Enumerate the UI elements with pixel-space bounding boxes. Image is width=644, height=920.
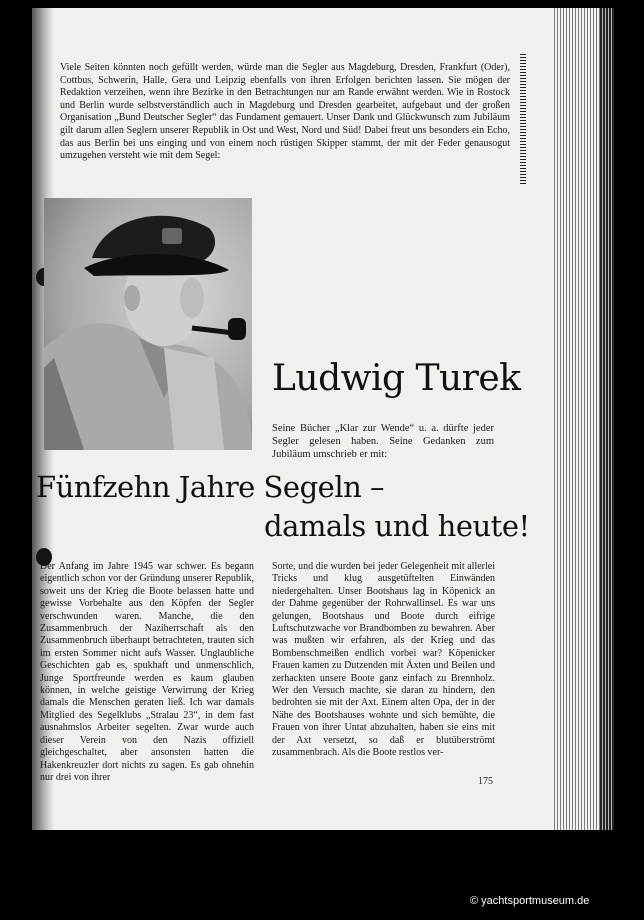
portrait-illustration	[44, 198, 252, 450]
portrait-photo	[44, 198, 252, 450]
author-name: Ludwig Turek	[272, 358, 521, 399]
article-column-right: Sorte, und die wurden bei jeder Gelegenheit mit allerlei Tricks und klug ausgetüftelten Einwänden niedergehalten. Unser Bootshaus lag in Köpenick an der Dahme gegenüber der Rohrwallinsel. Es war uns gelungen, Bootshaus und Boote durch eifrige Luftschutzwache vor Brandbomben zu bewahren. Aber was mußten wir erfahren, als der Krieg und das Bombenschmeißen endlich vorbei war? Köpenicker Frauen kamen zu Dutzenden mit Äxten und Beilen und zerhackten unsere Boote ganz einfach zu Brennholz. Wer den Versuch machte, sie daran zu hindern, den bedrohten sie mit der Axt. Einem alten Opa, der in der Nähe des Bootshauses wohnte und sich bemühte, die Frauen von ihrer Untat abzuhalten, haben sie eins mit der Axt versetzt, so daß er blutüberströmt zusammenbrach. Als die Boote restlos ver-	[272, 561, 495, 759]
article-column-left: Der Anfang im Jahre 1945 war schwer. Es begann eigentlich schon vor der Gründung unserer Republik, soweit uns der Krieg die Boote belassen hatte und gewisse Vorbehalte aus den Köpfen der Segler verschwunden waren. Manche, die den Zusammenbruch der Naziherrschaft als den Zusammenbruch überhaupt betrachteten, trauten sich im ersten Sommer nicht aufs Wasser. Unglaubliche Geschichten gab es, spukhaft und unmenschlich, Junge Sportfreunde werden es kaum glauben können, in welche geistige Verwirrung der Krieg damals die Menschen geraten ließ. Ich war damals Mitglied des Segelklubs „Stralau 23“, in dem fast ausnahmslos Arbeiter segelten. Zwar wurde auch dieser Verein von den Nazis offiziell gleichgeschaltet, aber ansonsten hatten die Hakenkreuzler dort nichts zu sagen. Es gab ohnehin nur drei von ihrer	[40, 561, 254, 781]
page-number: 175	[478, 776, 493, 787]
author-lede: Seine Bücher „Klar zur Wende“ u. a. dürfte jeder Segler gelesen haben. Seine Gedanken zum Jubiläum umschrieb er mit:	[272, 422, 494, 460]
copyright-watermark: © yachtsportmuseum.de	[470, 895, 590, 907]
page-stack-dark-edge	[600, 8, 614, 830]
article-title-line2: damals und heute!	[264, 509, 530, 543]
book-page	[32, 8, 552, 830]
intro-paragraph: Viele Seiten könnten noch gefüllt werden, würde man die Segler aus Magdeburg, Dresden, Frankfurt (Oder), Cottbus, Schwerin, Halle, Gera und Leipzig ebenfalls von ihren Erfolgen berichten lassen. Sie mögen der Redaktion verzeihen, wenn ihre Bezirke in den Betrachtungen nur am Rande erwähnt werden. Wie in Rostock und Berlin wurde selbstverständlich auch in Magdeburg und Dresden gearbeitet, aufgebaut und der großen Organisation „Bund Deutscher Segler“ das Fundament gemauert. Unser Dank und Glückwunsch zum Jubiläum gilt darum allen Seglern unserer Republik in Ost und West, Nord und Süd! Dabei freut uns besonders ein Echo, das aus Berlin bei uns einging und von einem noch rüstigen Skipper stammt, der mit der Feder genausogut umzugehen versteht wie mit dem Segel:	[60, 62, 510, 162]
side-marker-bar	[520, 54, 526, 184]
article-title-line1: Fünfzehn Jahre Segeln –	[36, 470, 384, 504]
